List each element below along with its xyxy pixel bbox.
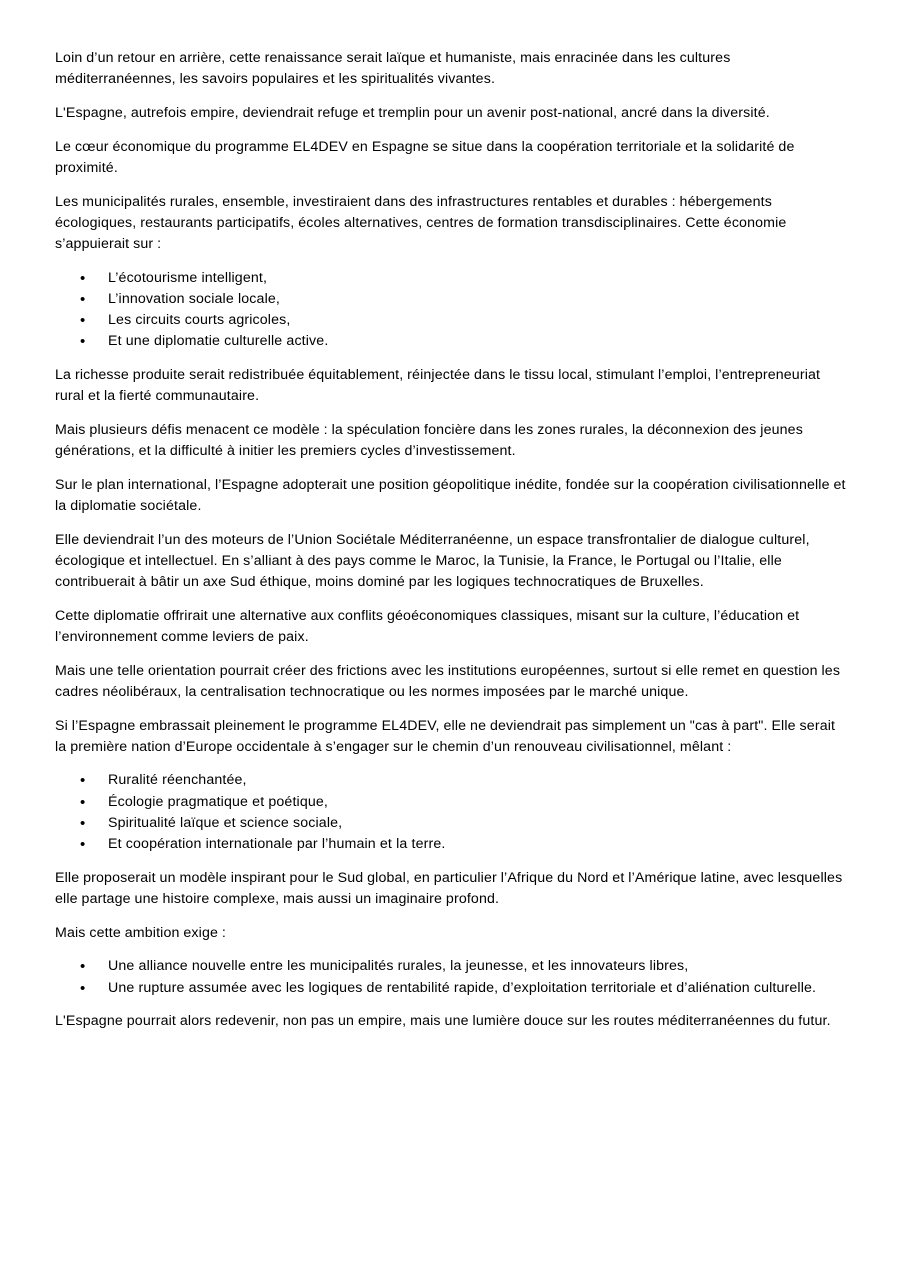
paragraph: L'Espagne, autrefois empire, deviendrait refuge et tremplin pour un avenir post-national, ancré dans la diversité. xyxy=(55,104,770,121)
list-item xyxy=(55,978,850,999)
paragraph: Mais une telle orientation pourrait créer des frictions avec les institutions européennes, surtout si elle remet en question les cadres néolibéraux, la centralisation technocratique ou les normes imposées par le marché unique. xyxy=(55,662,841,700)
bullet-icon: • xyxy=(80,269,86,287)
bullet-icon: • xyxy=(80,958,86,976)
paragraph: Cette diplomatie offrirait une alternative aux conflits géoéconomiques classiques, misant sur la culture, l’éducation et l’environnement comme leviers de paix. xyxy=(55,607,800,645)
list-item-label: L’écotourisme intelligent, xyxy=(108,269,268,286)
bullet-icon: • xyxy=(80,814,86,832)
list-item-label: Une rupture assumée avec les logiques de rentabilité rapide, d’exploitation territoriale et d’aliénation culturelle. xyxy=(108,979,817,996)
list-item-label: Et une diplomatie culturelle active. xyxy=(108,333,329,350)
paragraph: Mais plusieurs défis menacent ce modèle : la spéculation foncière dans les zones rurales, la déconnexion des jeunes générations, et la difficulté à initier les premiers cycles d’investissement. xyxy=(55,421,803,460)
list-item xyxy=(55,792,850,813)
document-text-body xyxy=(55,48,850,1033)
paragraph: Si l’Espagne embrassait pleinement le programme EL4DEV, elle ne deviendrait pas simplement un "cas à part". Elle serait la première nation d’Europe occidentale à s’engager sur le chemin d’un renouveau civilisationnel, mêlant : xyxy=(55,717,836,755)
bullet-icon: • xyxy=(80,290,86,308)
list-item-label: L’innovation sociale locale, xyxy=(108,290,280,307)
list-item-label: Spiritualité laïque et science sociale, xyxy=(108,814,343,831)
list-item xyxy=(55,956,850,977)
paragraph: Mais cette ambition exige : xyxy=(55,924,226,941)
bullet-list xyxy=(55,770,850,855)
list-item xyxy=(55,770,850,791)
paragraph: L'Espagne pourrait alors redevenir, non pas un empire, mais une lumière douce sur les routes méditerranéennes du futur. xyxy=(55,1013,831,1030)
paragraph: Elle deviendrait l’un des moteurs de l’Union Sociétale Méditerranéenne, un espace transfrontalier de dialogue culturel, écologique et intellectuel. En s’alliant à des pays comme le Maroc, la Tunisie, la France, le Portugal ou l’Italie, elle contribuerait à bâtir un axe Sud éthique, moins dominé par les logiques technocratiques de Bruxelles. xyxy=(55,531,810,591)
bullet-icon: • xyxy=(80,312,86,330)
paragraph: Le cœur économique du programme EL4DEV en Espagne se situe dans la coopération territoriale et la solidarité de proximité. xyxy=(55,138,795,176)
list-item-label: Une alliance nouvelle entre les municipalités rurales, la jeunesse, et les innovateurs libres, xyxy=(108,958,689,975)
list-item xyxy=(55,289,850,310)
list-item-label: Les circuits courts agricoles, xyxy=(108,312,291,329)
bullet-list xyxy=(55,268,850,353)
list-item xyxy=(55,331,850,352)
list-item xyxy=(55,813,850,834)
list-item xyxy=(55,310,850,331)
bullet-icon: • xyxy=(80,772,86,790)
list-item-label: Ruralité réenchantée, xyxy=(108,772,247,789)
paragraph: La richesse produite serait redistribuée équitablement, réinjectée dans le tissu local, stimulant l’emploi, l’entrepreneuriat rural et la fierté communautaire. xyxy=(55,366,821,405)
bullet-icon: • xyxy=(80,333,86,351)
paragraph: Elle proposerait un modèle inspirant pour le Sud global, en particulier l’Afrique du Nord et l’Amérique latine, avec lesquelles elle partage une histoire complexe, mais aussi un imaginaire profond. xyxy=(55,869,843,907)
list-item-label: Et coopération internationale par l’humain et la terre. xyxy=(108,836,446,853)
paragraph: Sur le plan international, l’Espagne adopterait une position géopolitique inédite, fondée sur la coopération civilisationnelle et la diplomatie sociétale. xyxy=(55,476,846,514)
bullet-icon: • xyxy=(80,836,86,854)
bullet-icon: • xyxy=(80,793,86,811)
paragraph: Les municipalités rurales, ensemble, investiraient dans des infrastructures rentables et durables : hébergements écologiques, restaurants participatifs, écoles alternatives, centres de formation transdisciplinaires. Cette économie s’appuierait sur : xyxy=(55,193,787,252)
list-item xyxy=(55,834,850,855)
list-item-label: Écologie pragmatique et poétique, xyxy=(108,793,329,810)
bullet-icon: • xyxy=(80,979,86,997)
paragraph: Loin d’un retour en arrière, cette renaissance serait laïque et humaniste, mais enracinée dans les cultures méditerranéennes, les savoirs populaires et les spiritualités vivantes. xyxy=(55,50,731,88)
bullet-list xyxy=(55,956,850,998)
list-item xyxy=(55,268,850,289)
